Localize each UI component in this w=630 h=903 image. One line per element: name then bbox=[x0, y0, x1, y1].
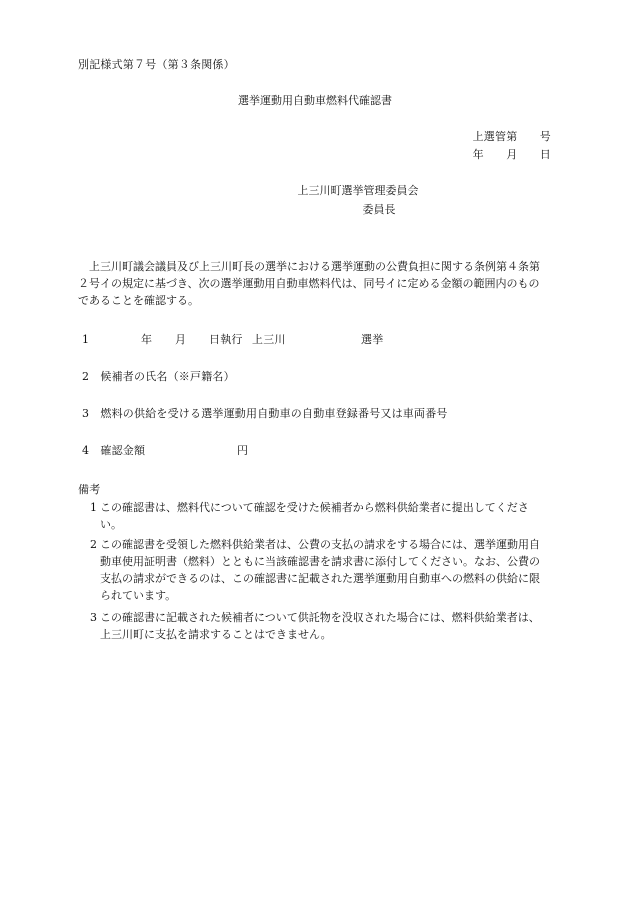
body-line: ２号イの規定に基づき、次の選挙運動用自動車燃料代は、同号イに定める金額の範囲内のもの bbox=[78, 277, 540, 290]
body-line: であることを確認する。 bbox=[78, 294, 199, 307]
reference-number: 上選管第 号 bbox=[472, 130, 551, 143]
remark-2 bbox=[90, 536, 555, 604]
item-1-election: 選挙 bbox=[361, 333, 384, 346]
remark-line: 上三川町に支払を請求することはできません。 bbox=[100, 628, 332, 641]
item-3-vehicle-number: 3 燃料の供給を受ける選挙運動用自動車の自動車登録番号又は車両番号 bbox=[82, 407, 448, 420]
remark-3 bbox=[90, 609, 555, 643]
remark-line: この確認書に記載された候補者について供託物を没収された場合には、燃料供給業者は、 bbox=[100, 611, 540, 624]
remark-number: 3 bbox=[90, 611, 97, 624]
remarks-heading: 備考 bbox=[78, 483, 101, 496]
remark-line: 支払の請求ができるのは、この確認書に記載された選挙運動用自動車への燃料の供給に限 bbox=[100, 572, 540, 585]
item-1-day: 日執行 bbox=[209, 333, 243, 346]
item-4-amount-label: 4 確認金額 bbox=[82, 444, 146, 457]
document-title: 選挙運動用自動車燃料代確認書 bbox=[238, 94, 392, 107]
item-2-candidate-name: 2 候補者の氏名（※戸籍名） bbox=[82, 370, 235, 383]
remark-1 bbox=[90, 499, 555, 533]
remark-number: 1 bbox=[90, 501, 97, 514]
item-4-amount-unit: 円 bbox=[237, 444, 249, 457]
issuer-organization: 上三川町選挙管理委員会 bbox=[297, 184, 419, 197]
remark-line: 動車使用証明書（燃料）とともに当該確認書を請求書に添付してください。なお、公費の bbox=[100, 555, 540, 568]
remark-line: い。 bbox=[100, 518, 122, 531]
reference-date: 年 月 日 bbox=[472, 148, 551, 161]
remark-number: 2 bbox=[90, 538, 97, 551]
form-label: 別記様式第７号（第３条関係） bbox=[78, 58, 235, 71]
issuer-role: 委員長 bbox=[362, 203, 396, 216]
item-1-number: 1 bbox=[82, 333, 90, 346]
remark-line: られています。 bbox=[100, 589, 177, 602]
item-1-place: 上三川 bbox=[252, 333, 286, 346]
body-line: 上三川町議会議員及び上三川町長の選挙における選挙運動の公費負担に関する条例第４条第 bbox=[89, 260, 540, 273]
remark-line: この確認書を受領した燃料供給業者は、公費の支払の請求をする場合には、選挙運動用自 bbox=[100, 538, 540, 551]
remark-line: この確認書は、燃料代について確認を受けた候補者から燃料供給業者に提出してくださ bbox=[100, 501, 529, 514]
item-1-month: 月 bbox=[175, 333, 187, 346]
item-1-year: 年 bbox=[141, 333, 153, 346]
body-paragraph bbox=[78, 258, 558, 309]
